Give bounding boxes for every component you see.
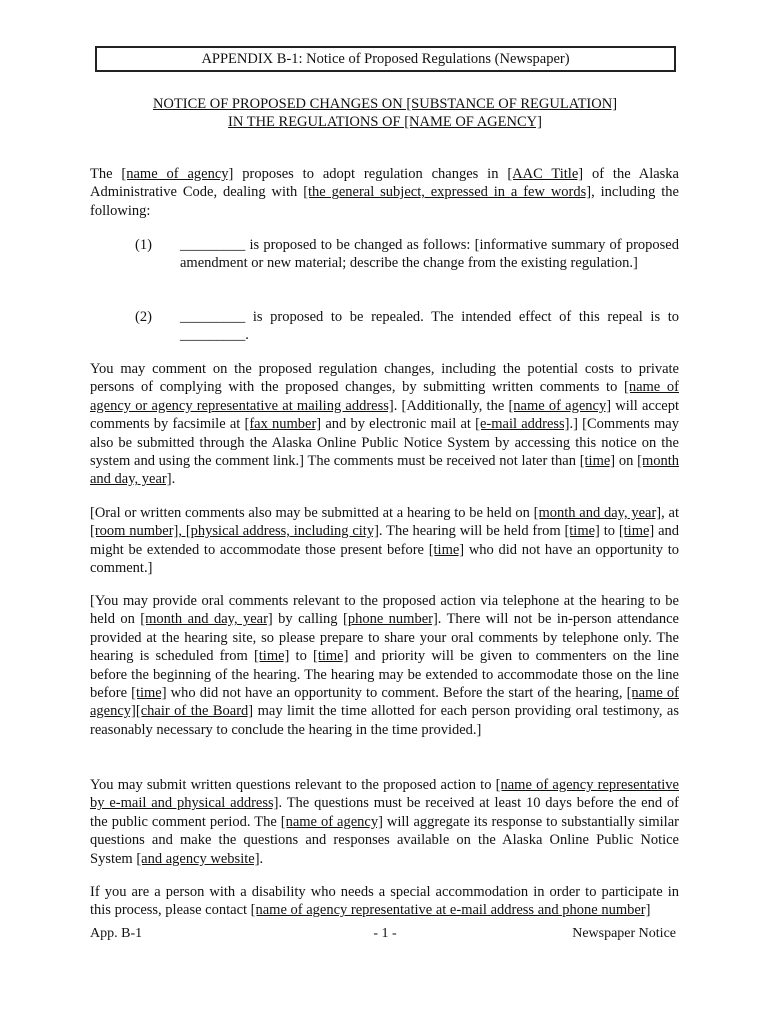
comment-paragraph: You may comment on the proposed regulation changes, including the potential costs to private persons of complying with the proposed changes, by submitting written comments to [name of agency or agency representative at mailing address]. [Additionally, the [name of agency] will accept comments by facsimile at [fax number] and by electronic mail at [e-mail address].] [Comments may also be submitted through the Alaska Online Public Notice System by accessing this notice on the system and using the comment link.] The comments must be received not later than [time] on [month and day, year]. [90, 361, 679, 488]
footer-notice-label: Newspaper Notice [572, 926, 676, 941]
notice-heading-line2: IN THE REGULATIONS OF [NAME OF AGENCY] [228, 114, 542, 130]
aac-title-placeholder: [AAC Title] [507, 166, 584, 182]
subject-placeholder: [the general subject, expressed in a few words] [303, 184, 592, 201]
oral-comments-paragraph: [You may provide oral comments relevant to the proposed action via telephone at the hearing to be held on [month and day, year] by calling [phone number]. There will not be in-person attendance provided at the hearing site, so please prepare to share your oral comments by telephone only. The hearing is scheduled from [time] to [time] and priority will be given to commenters on the line before the beginning of the hearing. The hearing may be extended to accommodate those on the line before [time] who did not have an opportunity to comment. Before the start of the hearing, [name of agency][chair of the Board] may limit the time allotted for each person providing oral testimony, as reasonably necessary to conclude the hearing in the time provided.] [90, 593, 679, 738]
list-item-text: _________ is proposed to be repealed. The intended effect of this repeal is to _________. [180, 309, 679, 344]
notice-heading-line1: NOTICE OF PROPOSED CHANGES ON [SUBSTANCE OF REGULATION] [152, 96, 618, 112]
intro-paragraph: The [name of agency] proposes to adopt regulation changes in [AAC Title] of the Alaska Administrative Code, dealing with [the general subject, expressed in a few words], including the following: [90, 166, 679, 219]
list-item-text: _________ is proposed to be changed as follows: [informative summary of proposed amendment or new material; describe the change from the existing regulation.] [180, 237, 679, 272]
list-item-number: (2) [135, 309, 152, 325]
list-item-number: (1) [135, 237, 152, 253]
disability-paragraph: If you are a person with a disability who needs a special accommodation in order to participate in this process, please contact [name of agency representative at e-mail address and phone number] [90, 884, 679, 919]
questions-paragraph: You may submit written questions relevant to the proposed action to [name of agency representative by e-mail and physical address]. The questions must be received at least 10 days before the end of the public comment period. The [name of agency] will aggregate its response to substantially similar questions and make the questions and responses available on the Alaska Online Public Notice System [and agency website]. [90, 777, 679, 867]
footer-page-number: - 1 - [373, 926, 397, 941]
agency-placeholder: [name of agency] [121, 166, 234, 182]
hearing-paragraph: [Oral or written comments also may be submitted at a hearing to be held on [month and day, year], at [room number], [physical address, including city]. The hearing will be held from [time] to [time] and might be extended to accommodate those present before [time] who did not have an opportunity to comment.] [90, 505, 680, 577]
footer-appendix-label: App. B-1 [90, 926, 143, 941]
appendix-title: APPENDIX B-1: Notice of Proposed Regulations (Newspaper) [95, 46, 676, 72]
